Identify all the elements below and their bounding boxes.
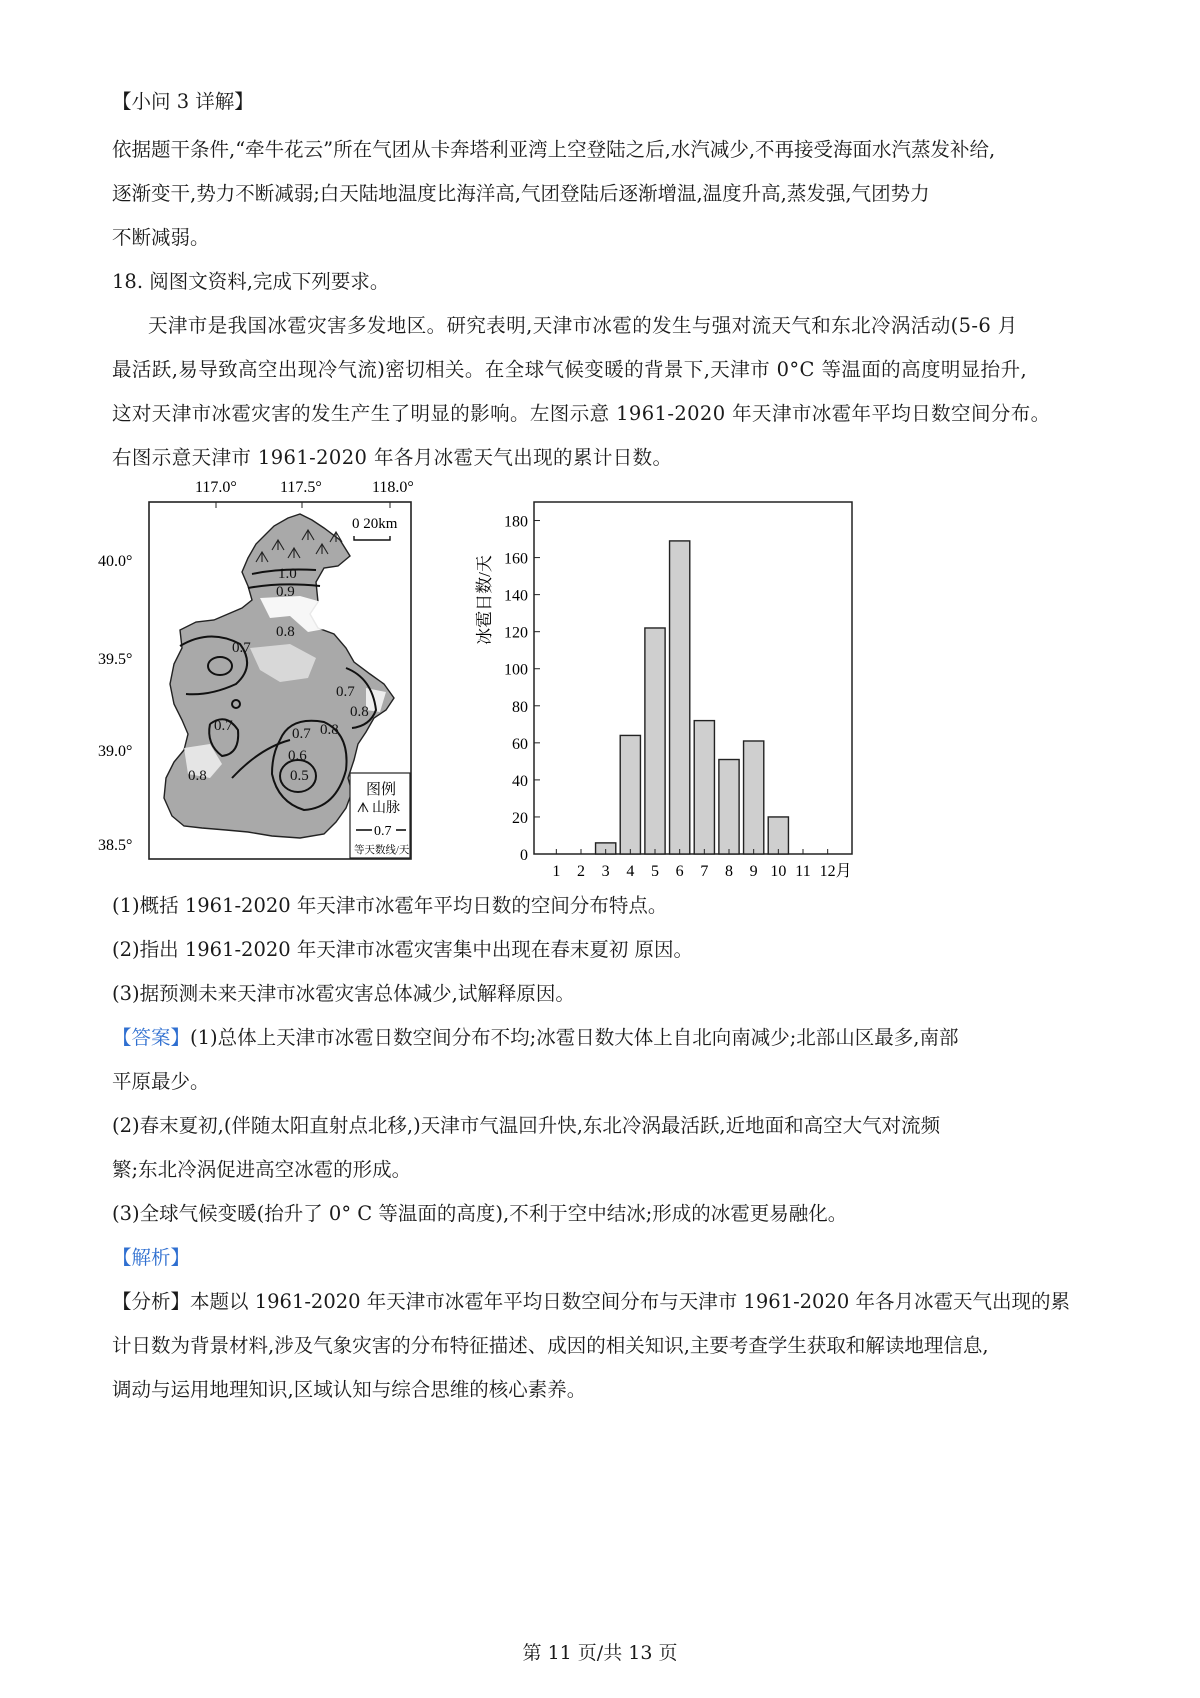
x-tick-label: 9 (749, 863, 758, 880)
x-tick-label: 2 (577, 863, 585, 880)
question-2: (2)指出 1961-2020 年天津市冰雹灾害集中出现在春末夏初 原因。 (112, 938, 694, 961)
bar-6 (670, 541, 690, 854)
scale-label: 0 20km (352, 516, 398, 532)
lat-label: 38.5° (98, 837, 133, 854)
answer-line-2: 平原最少。 (112, 1070, 210, 1093)
analysis-line-1: 【分析】本题以 1961-2020 年天津市冰雹年平均日数空间分布与天津市 1961-2020 年各月冰雹天气出现的累 (112, 1290, 1070, 1313)
lat-label: 39.5° (98, 651, 133, 668)
y-tick-label: 140 (504, 587, 528, 605)
bar-8 (719, 760, 739, 854)
analysis-line-2: 计日数为背景材料,涉及气象灾害的分布特征描述、成因的相关知识,主要考查学生获取和解读地理信息, (112, 1334, 989, 1357)
lat-label: 40.0° (98, 553, 133, 570)
y-tick-label: 80 (512, 698, 528, 716)
y-tick-label: 120 (504, 624, 528, 642)
x-tick-label: 4 (626, 863, 635, 880)
plot-frame (534, 502, 852, 854)
explain-line-2: 逐渐变干,势力不断减弱;白天陆地温度比海洋高,气团登陆后逐渐增温,温度升高,蒸发强,气团势力 (112, 182, 930, 205)
analysis-line-3: 调动与运用地理知识,区域认知与综合思维的核心素养。 (112, 1378, 587, 1401)
x-tick-label: 7 (700, 863, 709, 880)
x-tick-label: 6 (675, 863, 684, 880)
passage-line-4: 右图示意天津市 1961-2020 年各月冰雹天气出现的累计日数。 (112, 446, 673, 469)
y-axis-label: 冰雹日数/天 (475, 555, 494, 645)
contour-label: 0.7 (214, 718, 233, 734)
bar-10 (768, 817, 788, 854)
y-tick-label: 180 (504, 513, 528, 531)
contour-label: 0.7 (336, 684, 355, 700)
x-tick-label: 12月 (819, 863, 852, 880)
lon-label: 118.0° (372, 479, 414, 496)
x-tick-label: 10 (770, 863, 787, 880)
legend-title: 图例 (366, 782, 397, 798)
lon-label: 117.5° (280, 479, 322, 496)
contour-label: 0.6 (288, 748, 307, 764)
lat-axis (98, 478, 142, 868)
map-legend (350, 773, 410, 858)
answer-line-1 (112, 1024, 958, 1052)
contour-label: 0.8 (350, 704, 369, 720)
question-18-title: 18. 阅图文资料,完成下列要求。 (112, 270, 390, 293)
contour-label: 0.8 (320, 722, 339, 738)
y-tick-label: 100 (504, 661, 528, 679)
lon-label: 117.0° (195, 479, 237, 496)
answer-text: (1)总体上天津市冰雹日数空间分布不均;冰雹日数大体上自北向南减少;北部山区最多,南部 (190, 1026, 959, 1049)
lat-label: 39.0° (98, 743, 133, 760)
y-tick-label: 60 (512, 735, 528, 753)
tianjin-hail-map (140, 478, 450, 868)
hail-days-bar-chart (466, 490, 886, 890)
bar-4 (620, 735, 640, 854)
x-tick-label: 1 (552, 863, 561, 880)
contour-label: 0.5 (290, 768, 309, 784)
contour-label: 0.7 (232, 640, 251, 656)
contour-label: 0.9 (276, 584, 295, 600)
explain-line-1: 依据题干条件,“牵牛花云”所在气团从卡奔塔利亚湾上空登陆之后,水汽减少,不再接受海面水汽蒸发补给, (112, 138, 996, 161)
contour-label: 0.8 (276, 624, 295, 640)
bar-5 (645, 628, 665, 854)
legend-line-value: 0.7 (374, 824, 392, 839)
explain-line-3: 不断减弱。 (112, 226, 210, 249)
x-tick-label: 5 (651, 863, 659, 880)
answer-line-5: (3)全球气候变暖(抬升了 0° C 等温面的高度),不利于空中结冰;形成的冰雹更易融化。 (112, 1202, 848, 1225)
bar-9 (744, 741, 764, 854)
answer-label: 【答案】 (112, 1026, 191, 1049)
legend-line-label: 等天数线/天 (354, 845, 410, 856)
contour-label: 0.8 (188, 768, 207, 784)
section-title: 【小问 3 详解】 (112, 90, 254, 113)
x-tick-label: 11 (795, 863, 811, 880)
bar-7 (694, 721, 714, 854)
y-tick-label: 20 (512, 809, 528, 827)
contour-label: 1.0 (278, 566, 297, 582)
contour-label: 0.7 (292, 726, 311, 742)
legend-mountain: 山脉 (372, 801, 400, 816)
question-1: (1)概括 1961-2020 年天津市冰雹年平均日数的空间分布特点。 (112, 894, 668, 917)
x-tick-label: 3 (601, 863, 610, 880)
y-tick-label: 0 (520, 847, 528, 864)
answer-line-3: (2)春末夏初,(伴随太阳直射点北移,)天津市气温回升快,东北冷涡最活跃,近地面和高空大气对流频 (112, 1114, 941, 1137)
page-footer: 第 11 页/共 13 页 (522, 1642, 678, 1664)
passage-line-3: 这对天津市冰雹灾害的发生产生了明显的影响。左图示意 1961-2020 年天津市冰雹年平均日数空间分布。 (112, 402, 1051, 425)
question-3: (3)据预测未来天津市冰雹灾害总体减少,试解释原因。 (112, 982, 575, 1005)
answer-line-4: 繁;东北冷涡促进高空冰雹的形成。 (112, 1158, 412, 1181)
y-tick-label: 160 (504, 550, 528, 568)
passage-line-1: 天津市是我国冰雹灾害多发地区。研究表明,天津市冰雹的发生与强对流天气和东北冷涡活动(5-6 月 (148, 314, 1018, 337)
passage-line-2: 最活跃,易导致高空出现冷气流)密切相关。在全球气候变暖的背景下,天津市 0°C 等温面的高度明显抬升, (112, 358, 1028, 381)
y-tick-label: 40 (512, 772, 528, 790)
x-tick-label: 8 (725, 863, 733, 880)
analysis-label: 【解析】 (112, 1246, 191, 1269)
